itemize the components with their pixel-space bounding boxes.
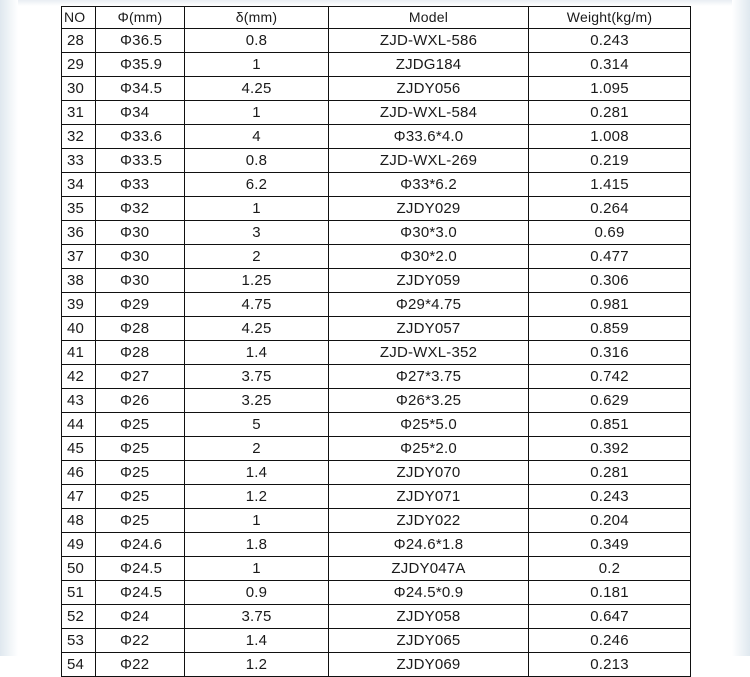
- cell-thickness: 2: [185, 437, 329, 461]
- cell-diameter: Φ30: [96, 269, 185, 293]
- cell-weight: 0.629: [529, 389, 691, 413]
- cell-no: 49: [62, 533, 96, 557]
- table-row: [62, 629, 691, 653]
- cell-no: 42: [62, 365, 96, 389]
- cell-thickness: 1: [185, 53, 329, 77]
- header-weight: Weight(kg/m): [529, 7, 691, 29]
- table-row: [62, 173, 691, 197]
- cell-weight: 0.246: [529, 629, 691, 653]
- cell-model: Φ25*5.0: [329, 413, 529, 437]
- cell-no: 33: [62, 149, 96, 173]
- cell-diameter: Φ25: [96, 509, 185, 533]
- cell-model: ZJDY065: [329, 629, 529, 653]
- table-row: [62, 413, 691, 437]
- cell-weight: 0.204: [529, 509, 691, 533]
- cell-weight: 1.008: [529, 125, 691, 149]
- cell-model: Φ33.6*4.0: [329, 125, 529, 149]
- cell-thickness: 1: [185, 509, 329, 533]
- table-row: [62, 245, 691, 269]
- cell-weight: 0.647: [529, 605, 691, 629]
- table-row: [62, 653, 691, 677]
- cell-thickness: 0.8: [185, 149, 329, 173]
- cell-diameter: Φ25: [96, 437, 185, 461]
- cell-no: 51: [62, 581, 96, 605]
- cell-model: ZJDY022: [329, 509, 529, 533]
- cell-diameter: Φ24.5: [96, 557, 185, 581]
- cell-thickness: 1: [185, 101, 329, 125]
- cell-diameter: Φ29: [96, 293, 185, 317]
- cell-weight: 0.2: [529, 557, 691, 581]
- cell-thickness: 1.2: [185, 653, 329, 677]
- cell-diameter: Φ30: [96, 245, 185, 269]
- cell-no: 37: [62, 245, 96, 269]
- cell-no: 53: [62, 629, 96, 653]
- cell-no: 36: [62, 221, 96, 245]
- table-row: [62, 365, 691, 389]
- page-edge-right: [732, 0, 750, 656]
- cell-diameter: Φ34: [96, 101, 185, 125]
- cell-no: 54: [62, 653, 96, 677]
- cell-weight: 0.851: [529, 413, 691, 437]
- cell-thickness: 1.4: [185, 629, 329, 653]
- cell-model: ZJD-WXL-586: [329, 29, 529, 53]
- table-row: [62, 293, 691, 317]
- table-row: [62, 317, 691, 341]
- cell-model: ZJDY071: [329, 485, 529, 509]
- cell-no: 39: [62, 293, 96, 317]
- cell-thickness: 3.75: [185, 365, 329, 389]
- cell-model: Φ24.5*0.9: [329, 581, 529, 605]
- table-row: [62, 581, 691, 605]
- cell-diameter: Φ36.5: [96, 29, 185, 53]
- cell-diameter: Φ28: [96, 317, 185, 341]
- cell-no: 28: [62, 29, 96, 53]
- cell-no: 47: [62, 485, 96, 509]
- cell-diameter: Φ24.6: [96, 533, 185, 557]
- table-row: [62, 149, 691, 173]
- cell-model: Φ29*4.75: [329, 293, 529, 317]
- header-thickness: δ(mm): [185, 7, 329, 29]
- cell-weight: 0.213: [529, 653, 691, 677]
- cell-diameter: Φ34.5: [96, 77, 185, 101]
- table-row: [62, 341, 691, 365]
- table-row: [62, 605, 691, 629]
- table-row: [62, 389, 691, 413]
- cell-model: ZJDY047A: [329, 557, 529, 581]
- cell-no: 32: [62, 125, 96, 149]
- cell-thickness: 1: [185, 557, 329, 581]
- cell-weight: 0.392: [529, 437, 691, 461]
- cell-thickness: 4: [185, 125, 329, 149]
- cell-weight: 0.264: [529, 197, 691, 221]
- cell-diameter: Φ22: [96, 629, 185, 653]
- cell-thickness: 1.2: [185, 485, 329, 509]
- cell-weight: 1.415: [529, 173, 691, 197]
- cell-diameter: Φ32: [96, 197, 185, 221]
- cell-diameter: Φ33: [96, 173, 185, 197]
- cell-diameter: Φ35.9: [96, 53, 185, 77]
- cell-weight: 0.349: [529, 533, 691, 557]
- cell-model: ZJDY070: [329, 461, 529, 485]
- cell-no: 29: [62, 53, 96, 77]
- cell-model: ZJDY059: [329, 269, 529, 293]
- cell-model: ZJDG184: [329, 53, 529, 77]
- table-row: [62, 461, 691, 485]
- header-no: NO: [62, 7, 96, 29]
- table-row: [62, 269, 691, 293]
- cell-thickness: 4.25: [185, 77, 329, 101]
- cell-thickness: 1.4: [185, 341, 329, 365]
- cell-no: 41: [62, 341, 96, 365]
- page-edge-left: [0, 0, 18, 656]
- cell-diameter: Φ25: [96, 413, 185, 437]
- cell-model: ZJD-WXL-584: [329, 101, 529, 125]
- cell-model: ZJD-WXL-352: [329, 341, 529, 365]
- table-body: [62, 29, 691, 677]
- cell-weight: 0.243: [529, 29, 691, 53]
- cell-thickness: 1.8: [185, 533, 329, 557]
- cell-model: ZJDY056: [329, 77, 529, 101]
- cell-weight: 0.69: [529, 221, 691, 245]
- cell-no: 48: [62, 509, 96, 533]
- cell-weight: 0.243: [529, 485, 691, 509]
- cell-thickness: 4.25: [185, 317, 329, 341]
- table-row: [62, 221, 691, 245]
- cell-model: Φ30*2.0: [329, 245, 529, 269]
- cell-thickness: 1.25: [185, 269, 329, 293]
- table-row: [62, 437, 691, 461]
- cell-model: Φ30*3.0: [329, 221, 529, 245]
- cell-diameter: Φ26: [96, 389, 185, 413]
- cell-thickness: 6.2: [185, 173, 329, 197]
- cell-model: ZJD-WXL-269: [329, 149, 529, 173]
- cell-no: 43: [62, 389, 96, 413]
- cell-weight: 0.981: [529, 293, 691, 317]
- cell-no: 31: [62, 101, 96, 125]
- cell-no: 35: [62, 197, 96, 221]
- cell-weight: 0.477: [529, 245, 691, 269]
- cell-diameter: Φ33.5: [96, 149, 185, 173]
- cell-no: 38: [62, 269, 96, 293]
- cell-diameter: Φ25: [96, 485, 185, 509]
- cell-thickness: 5: [185, 413, 329, 437]
- cell-weight: 0.314: [529, 53, 691, 77]
- cell-no: 50: [62, 557, 96, 581]
- table-row: [62, 485, 691, 509]
- table-row: [62, 77, 691, 101]
- cell-model: Φ33*6.2: [329, 173, 529, 197]
- cell-no: 40: [62, 317, 96, 341]
- header-diameter: Φ(mm): [96, 7, 185, 29]
- cell-diameter: Φ27: [96, 365, 185, 389]
- cell-model: ZJDY069: [329, 653, 529, 677]
- cell-diameter: Φ24.5: [96, 581, 185, 605]
- spec-table: [61, 6, 691, 677]
- table-row: [62, 557, 691, 581]
- table-row: [62, 53, 691, 77]
- cell-weight: 0.181: [529, 581, 691, 605]
- cell-model: Φ27*3.75: [329, 365, 529, 389]
- cell-weight: 0.316: [529, 341, 691, 365]
- cell-model: ZJDY057: [329, 317, 529, 341]
- cell-weight: 1.095: [529, 77, 691, 101]
- cell-thickness: 1.4: [185, 461, 329, 485]
- cell-diameter: Φ24: [96, 605, 185, 629]
- cell-weight: 0.306: [529, 269, 691, 293]
- cell-model: Φ25*2.0: [329, 437, 529, 461]
- cell-thickness: 2: [185, 245, 329, 269]
- cell-weight: 0.281: [529, 101, 691, 125]
- cell-model: Φ24.6*1.8: [329, 533, 529, 557]
- cell-diameter: Φ30: [96, 221, 185, 245]
- cell-diameter: Φ28: [96, 341, 185, 365]
- cell-weight: 0.219: [529, 149, 691, 173]
- table-row: [62, 101, 691, 125]
- cell-diameter: Φ22: [96, 653, 185, 677]
- header-row: [62, 7, 691, 29]
- cell-diameter: Φ33.6: [96, 125, 185, 149]
- cell-no: 30: [62, 77, 96, 101]
- cell-weight: 0.281: [529, 461, 691, 485]
- table-row: [62, 197, 691, 221]
- header-model: Model: [329, 7, 529, 29]
- table-header: [62, 7, 691, 29]
- cell-weight: 0.742: [529, 365, 691, 389]
- cell-no: 45: [62, 437, 96, 461]
- cell-model: ZJDY029: [329, 197, 529, 221]
- table-row: [62, 509, 691, 533]
- cell-thickness: 3.75: [185, 605, 329, 629]
- cell-no: 52: [62, 605, 96, 629]
- cell-model: Φ26*3.25: [329, 389, 529, 413]
- table-row: [62, 533, 691, 557]
- cell-thickness: 0.8: [185, 29, 329, 53]
- cell-no: 46: [62, 461, 96, 485]
- cell-thickness: 4.75: [185, 293, 329, 317]
- cell-weight: 0.859: [529, 317, 691, 341]
- table-row: [62, 125, 691, 149]
- cell-no: 44: [62, 413, 96, 437]
- cell-no: 34: [62, 173, 96, 197]
- table-row: [62, 29, 691, 53]
- cell-thickness: 1: [185, 197, 329, 221]
- cell-diameter: Φ25: [96, 461, 185, 485]
- cell-thickness: 3: [185, 221, 329, 245]
- cell-thickness: 3.25: [185, 389, 329, 413]
- cell-thickness: 0.9: [185, 581, 329, 605]
- cell-model: ZJDY058: [329, 605, 529, 629]
